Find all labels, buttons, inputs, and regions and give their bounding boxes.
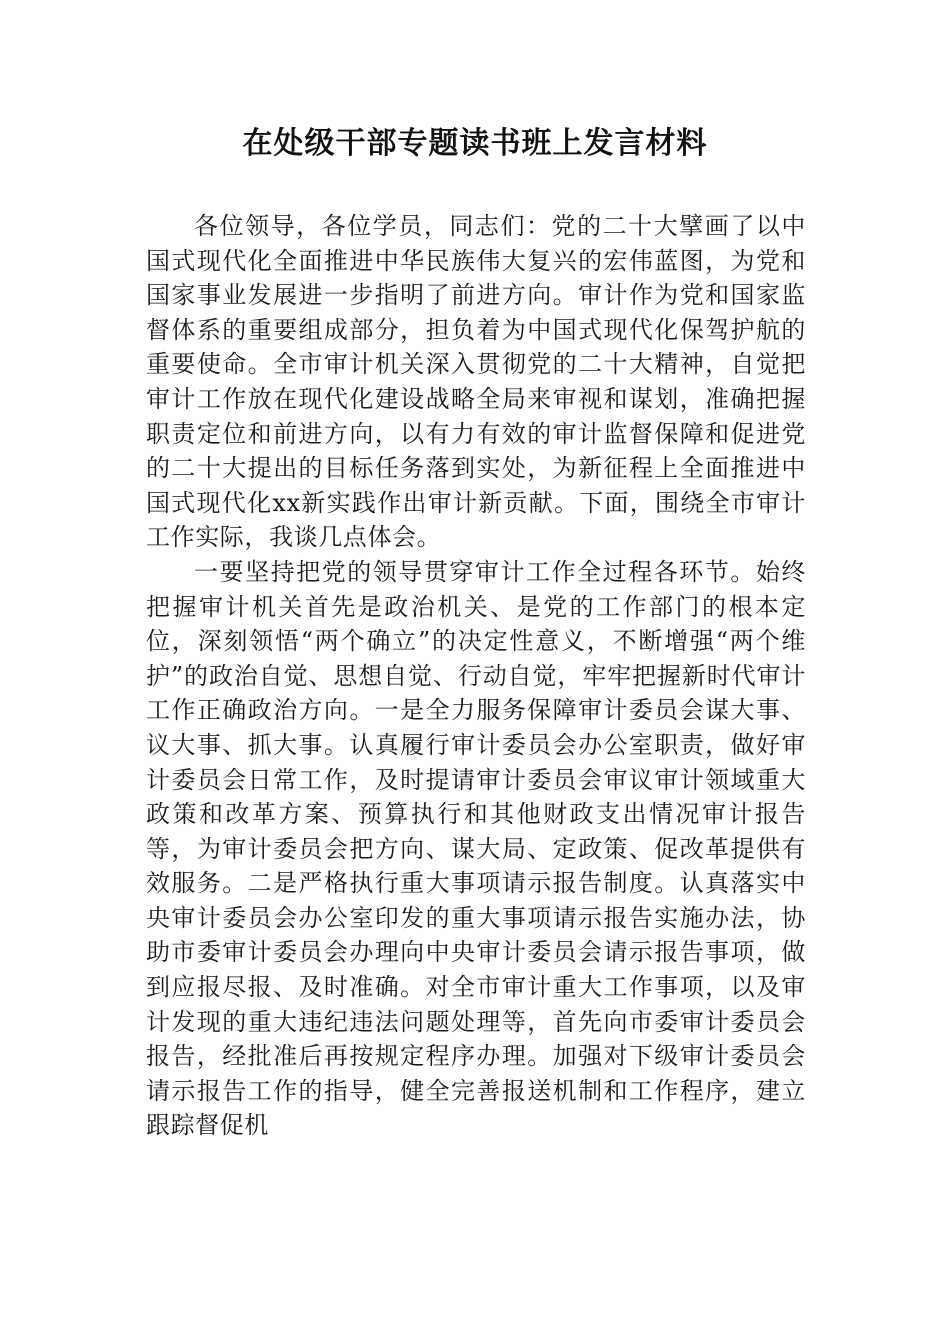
- document-body: [146, 209, 806, 1143]
- document-title: 在处级干部专题读书班上发言材料: [242, 126, 708, 161]
- paragraph-point-one: 一要坚持把党的领导贯穿审计工作全过程各环节。始终把握审计机关首先是政治机关、是党的工作部门的根本定位，深刻领悟“两个确立”的决定性意义，不断增强“两个维护”的政治自觉、思想自觉、行动自觉，牢牢把握新时代审计工作正确政治方向。一是全力服务保障审计委员会谋大事、议大事、抓大事。认真履行审计委员会办公室职责，做好审计委员会日常工作，及时提请审计委员会审议审计领域重大政策和改革方案、预算执行和其他财政支出情况审计报告等，为审计委员会把方向、谋大局、定政策、促改革提供有效服务。二是严格执行重大事项请示报告制度。认真落实中央审计委员会办公室印发的重大事项请示报告实施办法，协助市委审计委员会办理向中央审计委员会请示报告事项，做到应报尽报、及时准确。对全市审计重大工作事项，以及审计发现的重大违纪违法问题处理等，首先向市委审计委员会报告，经批准后再按规定程序办理。加强对下级审计委员会请示报告工作的指导，健全完善报送机制和工作程序，建立跟踪督促机: [146, 557, 806, 1140]
- paragraph-opening: 各位领导，各位学员，同志们：党的二十大擘画了以中国式现代化全面推进中华民族伟大复兴的宏伟蓝图，为党和国家事业发展进一步指明了前进方向。审计作为党和国家监督体系的重要组成部分，担负着为中国式现代化保驾护航的重要使命。全市审计机关深入贯彻党的二十大精神，自觉把审计工作放在现代化建设战略全局来审视和谋划，准确把握职责定位和前进方向，以有力有效的审计监督保障和促进党的二十大提出的目标任务落到实处，为新征程上全面推进中国式现代化xx新实践作出审计新贡献。下面，围绕全市审计工作实际，我谈几点体会。: [146, 212, 806, 552]
